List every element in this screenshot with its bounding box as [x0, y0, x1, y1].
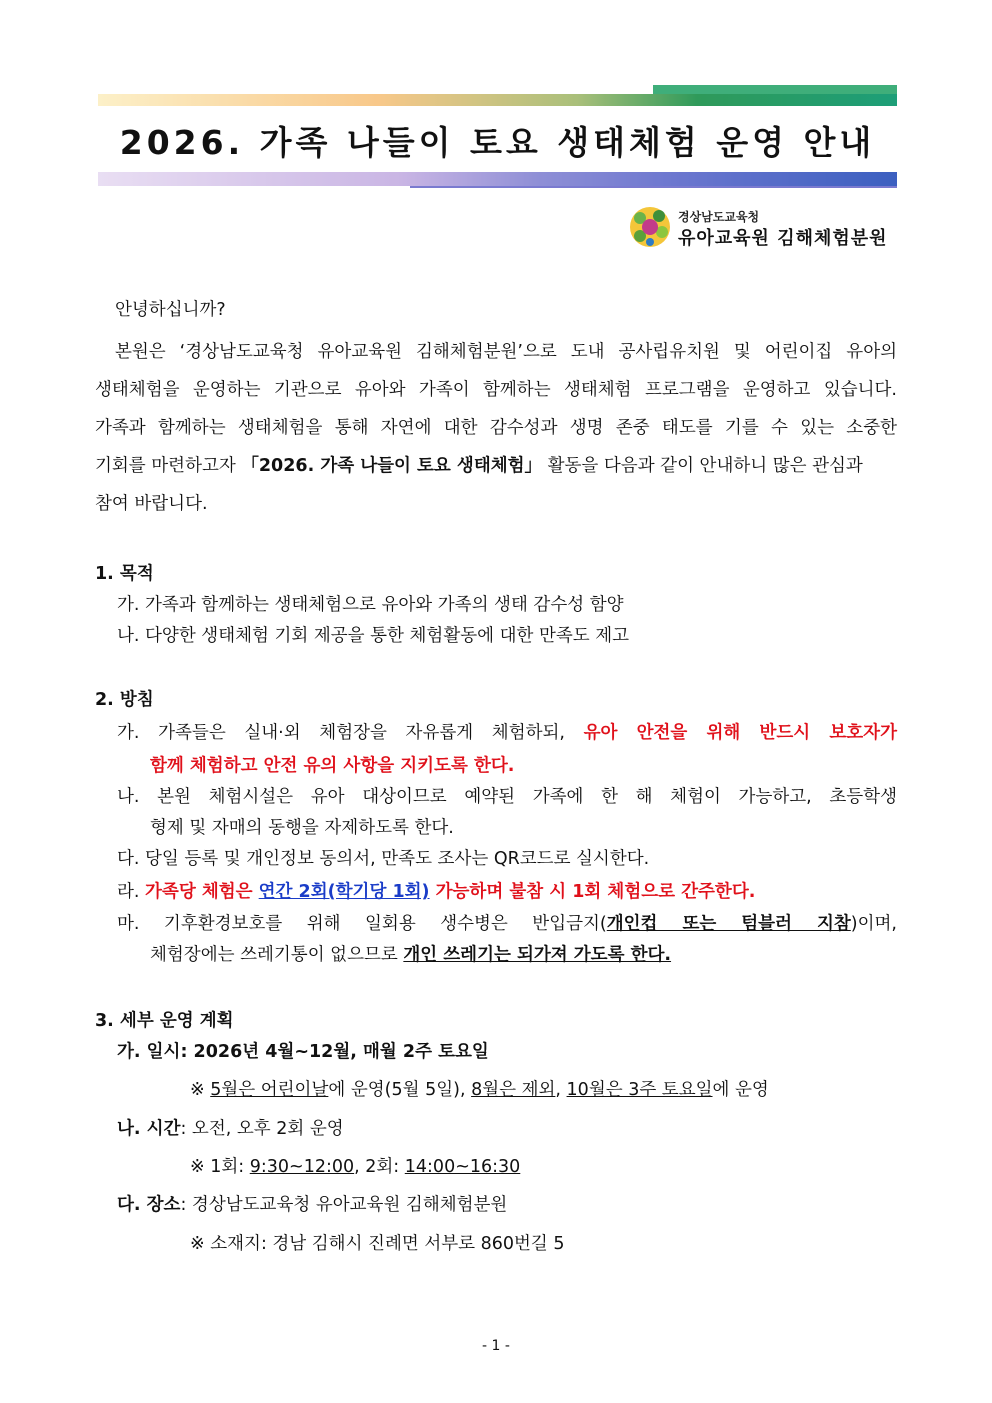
time-note-1: ※ 1회:	[190, 1157, 250, 1177]
time-session-2: 14:00~16:30	[404, 1157, 521, 1177]
section-2-item-c: 다. 당일 등록 및 개인정보 동의서, 만족도 조사는 QR코드로 실시한다.	[117, 849, 650, 869]
schedule-date-note	[190, 1080, 992, 1100]
logo-emblem-icon	[628, 204, 672, 250]
visit-limit-text-2: 가능하며 불참 시 1회 체험으로 간주한다.	[429, 882, 756, 902]
schedule-place-note: ※ 소재지: 경남 김해시 진례면 서부로 860번길 5	[190, 1234, 565, 1254]
event-name: 「2026. 가족 나들이 토요 생태체험」	[241, 456, 543, 476]
section-2-item-d	[117, 882, 922, 902]
note-oct: 10월은 3주 토요일	[566, 1080, 713, 1100]
section-2-item-e-cont-a: 체험장에는 쓰레기통이 없으므로	[150, 945, 404, 965]
note-sep: ,	[555, 1080, 567, 1100]
section-2-item-d-prefix: 라.	[117, 882, 146, 902]
section-2-item-e-b: )이며,	[850, 914, 897, 934]
note-aug: 8월은 제외	[471, 1080, 556, 1100]
safety-notice-2: 함께 체험하고 안전 유의 사항을 지키도록 한다.	[150, 756, 515, 776]
section-2-item-a	[117, 723, 897, 743]
bottom-decor-bar-thin	[410, 186, 897, 188]
schedule-date-label: 가. 일시	[117, 1042, 181, 1062]
schedule-place	[117, 1195, 922, 1215]
intro-line-1: 본원은 ‘경상남도교육청 유아교육원 김해체험분원’으로 도내 공사립유치원 및 어린이집 유아의	[115, 342, 897, 362]
trash-notice: 개인 쓰레기는 되가져 가도록 한다.	[403, 945, 672, 965]
intro-line-3: 가족과 함께하는 생태체험을 통해 자연에 대한 감수성과 생명 존중 태도를 기를 수 있는 소중한	[95, 418, 897, 438]
note-may: 5월은 어린이날	[210, 1080, 329, 1100]
intro-line-2: 생태체험을 운영하는 기관으로 유아와 가족이 함께하는 생태체험 프로그램을 운영하고 있습니다.	[95, 380, 897, 400]
greeting: 안녕하십니까?	[115, 300, 226, 320]
schedule-place-text: : 경상남도교육청 유아교육원 김해체험분원	[180, 1195, 508, 1215]
org-logo	[628, 204, 898, 252]
bottom-decor-bar	[98, 172, 897, 186]
logo-org-top: 경상남도교육청	[678, 210, 760, 224]
page-number: - 1 -	[482, 1338, 510, 1354]
section-2-item-e-a: 마. 기후환경보호를 위해 일회용 생수병은 반입금지(	[117, 914, 607, 934]
section-2-item-b-cont: 형제 및 자매의 동행을 자제하도록 한다.	[150, 818, 454, 838]
intro-line-4	[95, 456, 900, 476]
time-session-1: 9:30~12:00	[249, 1157, 355, 1177]
top-decor-bar-light	[98, 94, 897, 106]
intro-line-4-a: 기회를 마련하고자	[95, 456, 242, 476]
time-note-2: , 2회:	[354, 1157, 405, 1177]
section-2-item-a-text: 가. 가족들은 실내·외 체험장을 자유롭게 체험하되,	[117, 723, 584, 743]
schedule-time-text: : 오전, 오후 2회 운영	[180, 1119, 344, 1139]
schedule-time-label: 나. 시간	[117, 1119, 181, 1139]
section-1-item-a: 가. 가족과 함께하는 생태체험으로 유아와 가족의 생태 감수성 함양	[117, 595, 624, 615]
section-1-item-b: 나. 다양한 생태체험 기회 제공을 통한 체험활동에 대한 만족도 제고	[117, 626, 630, 646]
section-2-item-b: 나. 본원 체험시설은 유아 대상이므로 예약된 가족에 한 해 체험이 가능하고, 초등학생	[117, 787, 897, 807]
page-title: 2026. 가족 나들이 토요 생태체험 운영 안내	[119, 123, 876, 162]
top-decor-bar-accent	[653, 85, 897, 94]
section-2-item-e	[117, 914, 897, 934]
section-1-heading: 1. 목적	[95, 564, 154, 584]
note-may-text: 에 운영(5월 5일),	[328, 1080, 472, 1100]
section-2-heading: 2. 방침	[95, 690, 154, 710]
tumbler-notice: 개인컵 또는 텀블러 지참	[606, 914, 851, 934]
note-mark: ※	[190, 1080, 211, 1100]
schedule-place-label: 다. 장소	[117, 1195, 181, 1215]
safety-notice-1: 유아 안전을 위해 반드시 보호자가	[583, 723, 897, 743]
section-3-heading: 3. 세부 운영 계획	[95, 1011, 234, 1031]
visit-limit-text-1: 가족당 체험은	[145, 882, 259, 902]
schedule-date-text: : 2026년 4월~12월, 매월 2주 토요일	[180, 1042, 489, 1062]
schedule-time-note	[190, 1157, 992, 1177]
intro-line-5: 참여 바랍니다.	[95, 494, 208, 514]
schedule-date	[117, 1042, 922, 1062]
logo-org-main: 유아교육원 김해체험분원	[678, 228, 888, 249]
intro-line-4-c: 활동을 다음과 같이 안내하니 많은 관심과	[542, 456, 863, 476]
visit-limit-count: 연간 2회(학기당 1회)	[258, 882, 430, 902]
section-2-item-e-cont	[150, 945, 955, 965]
note-oct-text: 에 운영	[712, 1080, 769, 1100]
schedule-time	[117, 1119, 922, 1139]
